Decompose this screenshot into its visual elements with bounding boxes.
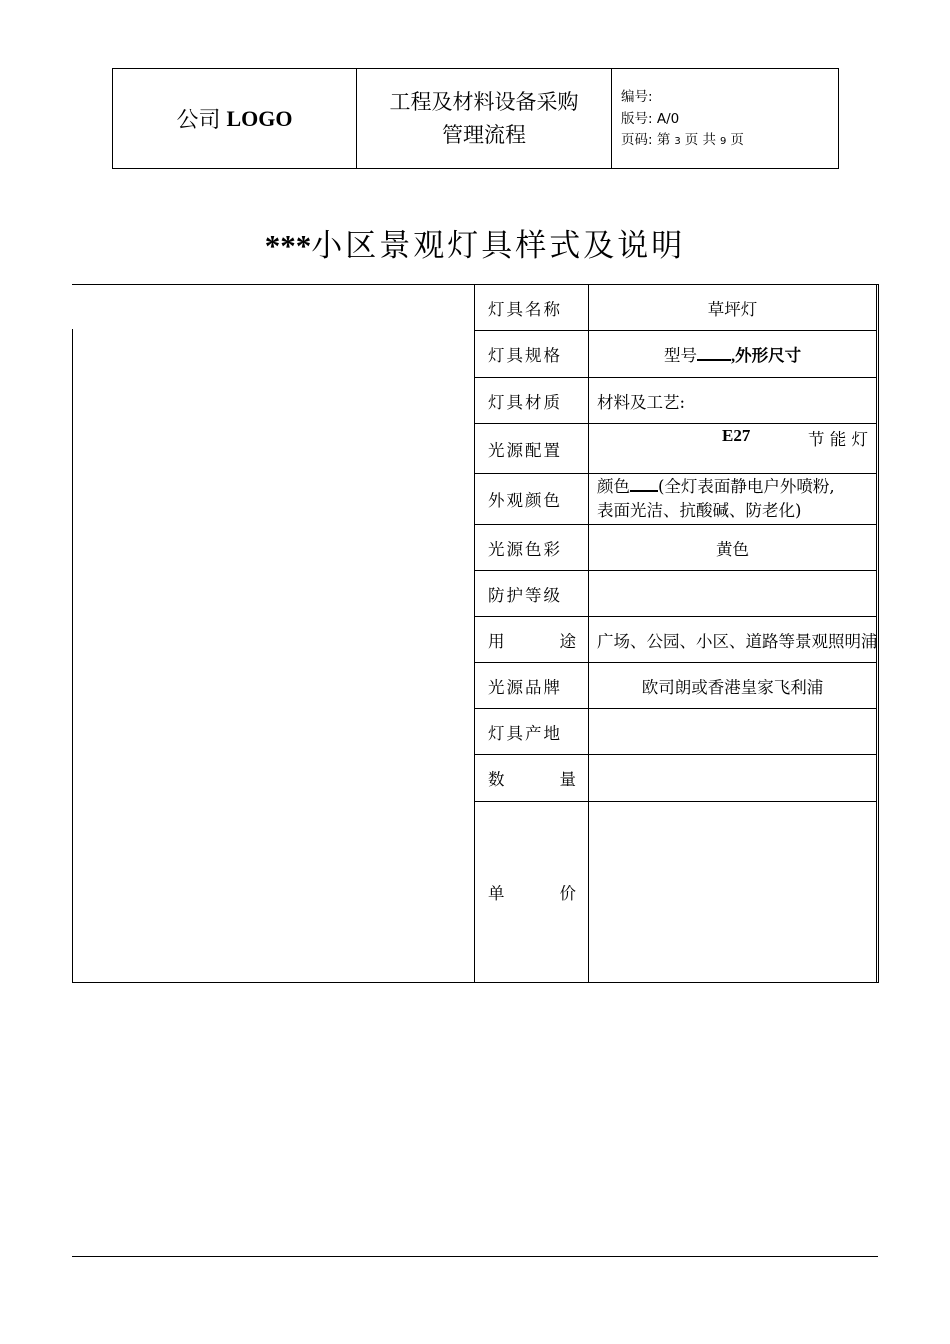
- size-rest: ,外形尺寸: [730, 346, 802, 365]
- origin-label: 灯具产地: [475, 709, 589, 755]
- source-type: 节 能 灯: [808, 430, 868, 449]
- use-label: [475, 617, 589, 663]
- source-code: E27: [722, 426, 751, 445]
- title-text: 小区景观灯具样式及说明: [311, 228, 686, 264]
- size-model: 型号: [663, 346, 697, 365]
- size-value: [589, 331, 877, 378]
- table-row: [475, 663, 877, 709]
- protect-label: 防护等级: [475, 571, 589, 617]
- header-title-line1: 工程及材料设备采购: [389, 89, 579, 114]
- table-row: [475, 802, 877, 983]
- table-row: [475, 424, 877, 474]
- version-value: A/0: [656, 110, 680, 127]
- use-extra: 浦: [861, 631, 878, 651]
- page-label: 页码:: [621, 132, 653, 148]
- frame-right-rule: [878, 284, 879, 983]
- price-label: [475, 802, 589, 983]
- spec-table: [474, 284, 877, 983]
- company-logo: [113, 69, 357, 168]
- color-text-3: 表面光洁、抗酸碱、防老化): [597, 501, 802, 520]
- logo-prefix: 公司: [176, 108, 221, 133]
- material-label: 灯具材质: [475, 378, 589, 424]
- light-color-value: 黄色: [589, 525, 877, 571]
- qty-label: [475, 755, 589, 802]
- logo-text: LOGO: [226, 105, 293, 131]
- doc-number-label: 编号:: [621, 89, 653, 105]
- price-label-b: 价: [559, 884, 576, 903]
- brand-label: 光源品牌: [475, 663, 589, 709]
- page-total: 9: [720, 136, 727, 147]
- page-ye2: 页: [730, 132, 744, 148]
- light-color-label: 光源色彩: [475, 525, 589, 571]
- header-title: [357, 69, 612, 168]
- table-row: [475, 331, 877, 378]
- table-row: [475, 474, 877, 525]
- page-ye1: 页: [684, 132, 699, 148]
- qty-value: [589, 755, 877, 802]
- use-label-b: 途: [559, 631, 576, 651]
- version: [621, 109, 838, 131]
- page-title: [0, 220, 950, 265]
- name-value: 草坪灯: [589, 285, 877, 331]
- material-value: 材料及工艺:: [589, 378, 877, 424]
- title-stars: ***: [264, 228, 312, 263]
- use-text: 广场、公园、小区、道路等景观照明: [597, 631, 861, 651]
- table-row: [475, 285, 877, 331]
- use-value: [589, 617, 877, 663]
- table-row: [475, 617, 877, 663]
- price-value: [589, 802, 877, 983]
- protect-value: [589, 571, 877, 617]
- page-gong: 共: [702, 132, 717, 148]
- price-label-a: 单: [488, 884, 505, 903]
- source-label: 光源配置: [475, 424, 589, 474]
- lamp-image-area: [73, 285, 474, 982]
- footer-rule: [72, 1256, 878, 1257]
- color-text-2: (全灯表面静电户外喷粉,: [658, 477, 835, 496]
- color-label: 外观颜色: [475, 474, 589, 525]
- qty-label-b: 量: [559, 770, 576, 789]
- doc-number: [621, 87, 838, 109]
- qty-label-a: 数: [488, 770, 505, 789]
- table-row: [475, 755, 877, 802]
- table-row: [475, 378, 877, 424]
- model-blank: [697, 359, 731, 361]
- table-row: [475, 571, 877, 617]
- page-info: [621, 130, 838, 153]
- page-current: 3: [674, 136, 681, 147]
- header-meta: [612, 69, 838, 168]
- table-row: [475, 525, 877, 571]
- color-text-1: 颜色: [597, 477, 630, 496]
- header-title-line2: 管理流程: [442, 122, 526, 147]
- version-label: 版号:: [621, 110, 653, 127]
- color-blank: [630, 490, 658, 492]
- document-header: [112, 68, 839, 169]
- size-label: 灯具规格: [475, 331, 589, 378]
- use-label-a: 用: [488, 631, 505, 651]
- brand-value: 欧司朗或香港皇家飞利浦: [589, 663, 877, 709]
- name-label: 灯具名称: [475, 285, 589, 331]
- color-value: [589, 474, 877, 525]
- origin-value: [589, 709, 877, 755]
- source-value: [589, 424, 877, 474]
- page-di: 第: [656, 132, 671, 148]
- table-row: [475, 709, 877, 755]
